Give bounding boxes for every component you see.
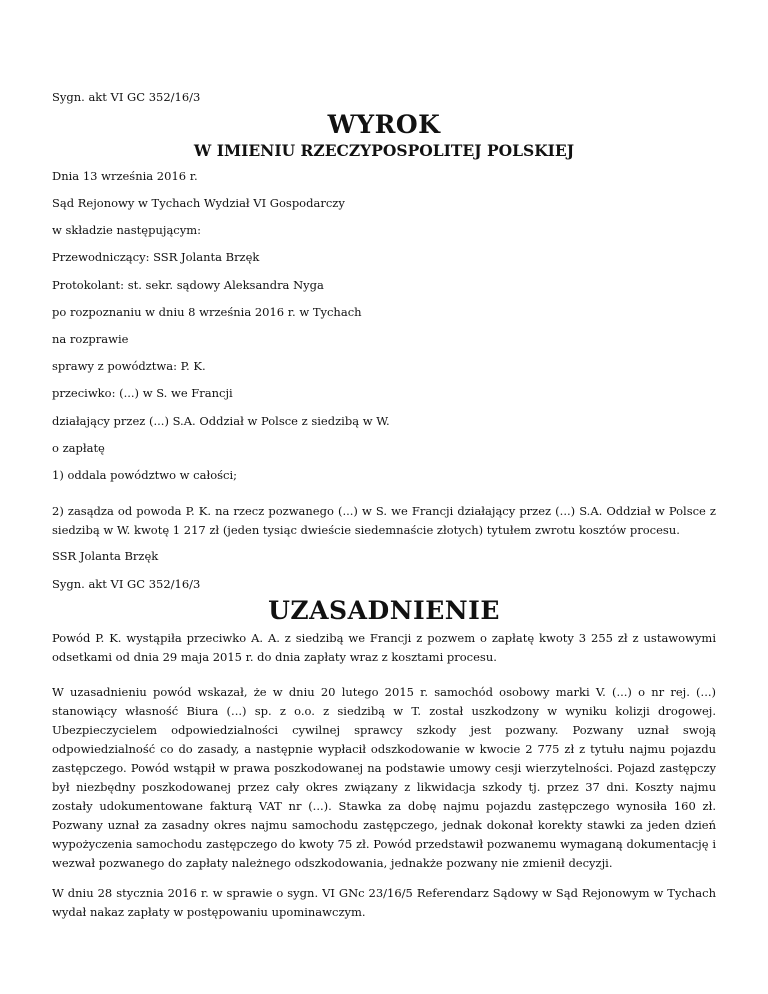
justification-paragraph-2: W uzasadnieniu powód wskazał, że w dniu 20 lutego 2015 r. samochód osobowy marki V. (...) o nr rej. (...) stanowiący własność Biura (...) sp. z o.o. z siedzibą w T. został uszkodzony w wyniku kolizji drogowej. Ubezpieczycielem odpowiedzialności cywilnej sprawcy szkody jest pozwany. Pozwany uznał swoją odpowiedzialność co do zasady, a następnie wypłacił odszkodowanie w kwocie 2 775 zł z tytułu najmu pojazdu zastępczego. Powód wstąpił w prawa poszkodowanej na podstawie umowy cesji wierzytelności. Pojazd zastępczy był niezbędny poszkodowanej przez cały okres związany z likwidacja szkody tj. przez 37 dni. Koszty najmu zostały udokumentowane fakturą VAT nr (...). Stawka za dobę najmu pojazdu zastępczego wynosiła 160 zł. Pozwany uznał za zasadny okres najmu samochodu zastępczego, jednak dokonał korekty stawki za jeden dzień wypożyczenia samochodu zastępczego do kwoty 75 zł. Powód przedstawił pozwanemu wymaganą dokumentację i wezwał pozwanego do zapłaty należnego odszkodowania, jednakże pozwany nie zmienił decyzji. <box>52 685 716 870</box>
justification-paragraph-1: Powód P. K. wystąpiła przeciwko A. A. z siedzibą we Francji z pozwem o zapłatę kwoty 3 255 zł z ustawowymi odsetkami od dnia 29 maja 2015 r. do dnia zapłaty wraz z kosztami procesu. <box>52 631 716 664</box>
case-number: Sygn. akt VI GC 352/16/3 <box>52 90 201 104</box>
document-title: WYROK <box>327 110 441 139</box>
defendant-representative: działający przez (...) S.A. Oddział w Polsce z siedzibą w W. <box>52 414 390 428</box>
judge-signature: SSR Jolanta Brzęk <box>52 549 159 563</box>
presiding-judge: Przewodniczący: SSR Jolanta Brzęk <box>52 250 260 264</box>
document-subtitle: W IMIENIU RZECZYPOSPOLITEJ POLSKIEJ <box>193 141 575 160</box>
hearing-type: na rozprawie <box>52 332 129 346</box>
judgment-date: Dnia 13 września 2016 r. <box>52 169 198 183</box>
hearing-info: po rozpoznaniu w dniu 8 września 2016 r. w Tychach <box>52 305 362 319</box>
defendant: przeciwko: (...) w S. we Francji <box>52 386 233 400</box>
clerk: Protokolant: st. sekr. sądowy Aleksandra Nyga <box>52 278 324 292</box>
justification-paragraph-3: W dniu 28 stycznia 2016 r. w sprawie o sygn. VI GNc 23/16/5 Referendarz Sądowy w Sąd Rejonowym w Tychach wydał nakaz zapłaty w postępowaniu upominawczym. <box>52 886 716 919</box>
plaintiff: sprawy z powództwa: P. K. <box>52 359 206 373</box>
case-number-second: Sygn. akt VI GC 352/16/3 <box>52 577 201 591</box>
subject-of-claim: o zapłatę <box>52 441 105 455</box>
composition-label: w składzie następującym: <box>52 223 202 237</box>
justification-title: UZASADNIENIE <box>268 596 500 625</box>
ruling-point-2: 2) zasądza od powoda P. K. na rzecz pozwanego (...) w S. we Francji działający przez (...) S.A. Oddział w Polsce z siedzibą w W. kwotę 1 217 zł (jeden tysiąc dwieście siedemnaście złotych) tytułem zwrotu kosztów procesu. <box>52 504 716 537</box>
ruling-point-1: 1) oddala powództwo w całości; <box>52 468 238 482</box>
court-name: Sąd Rejonowy w Tychach Wydział VI Gospodarczy <box>52 196 345 210</box>
